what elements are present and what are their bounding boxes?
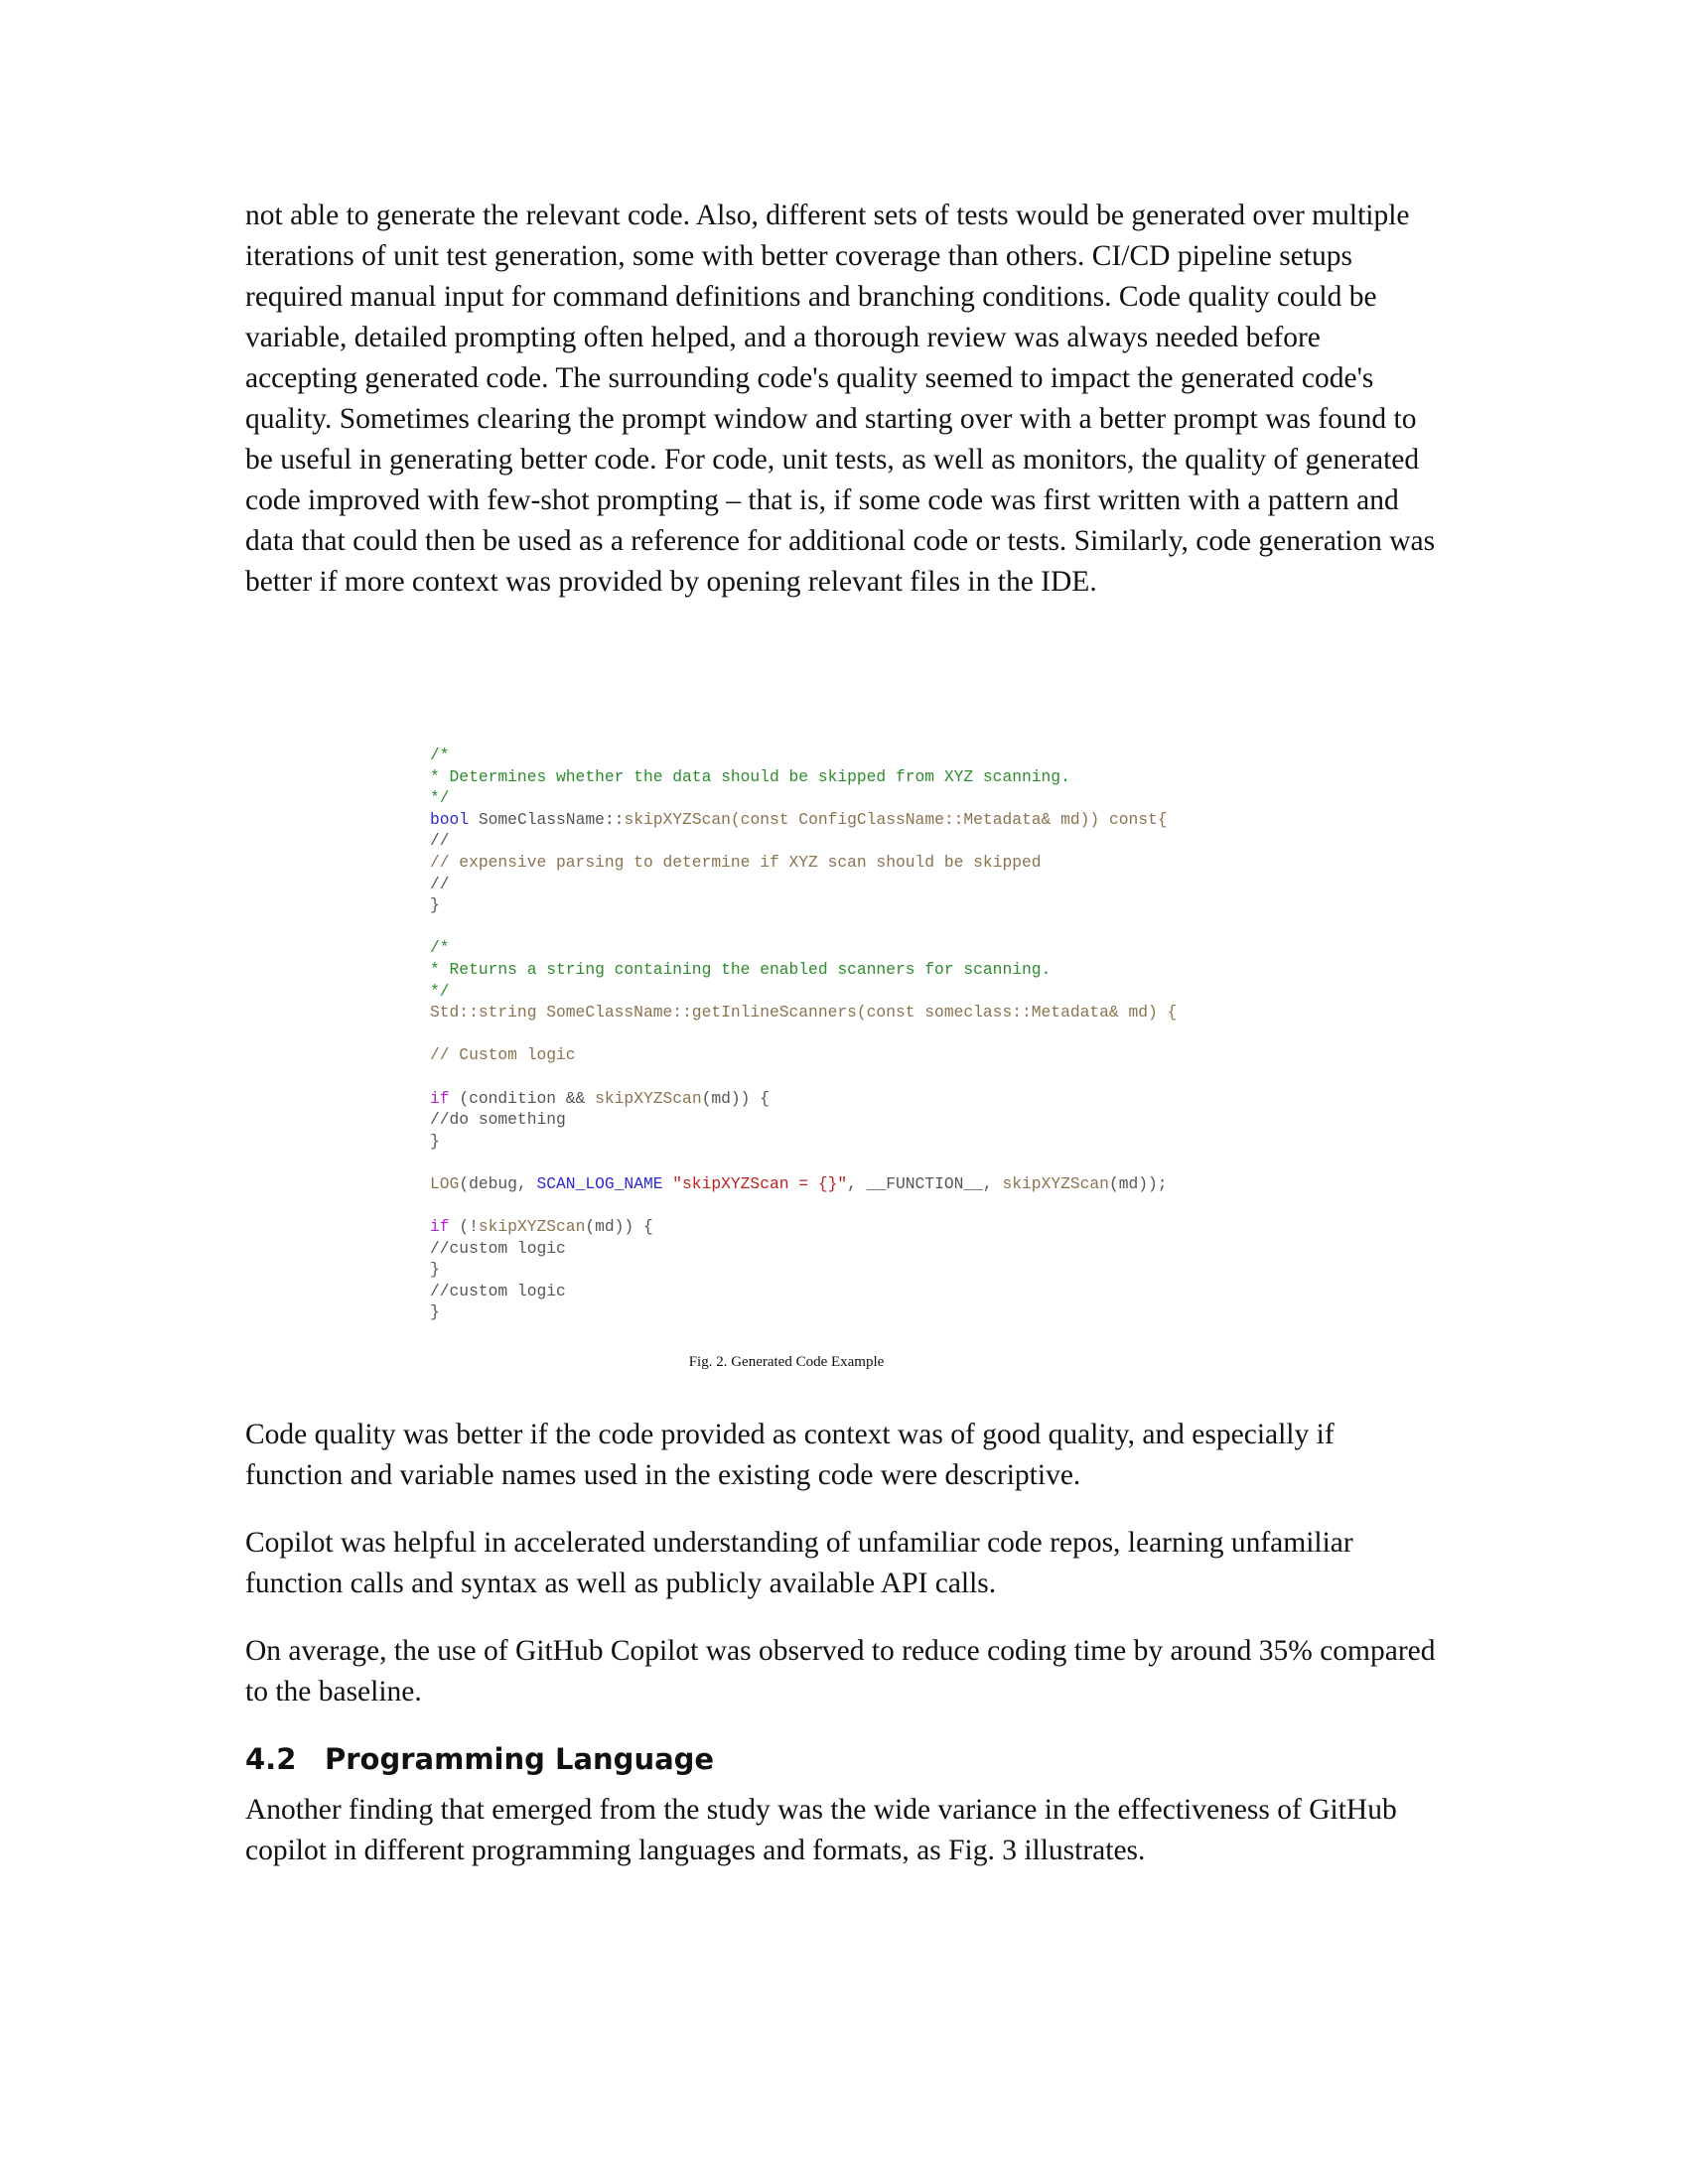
code-token: (md)) { bbox=[701, 1088, 770, 1108]
section-title: Programming Language bbox=[325, 1742, 715, 1776]
code-line bbox=[430, 852, 1177, 874]
body-paragraph: not able to generate the relevant code. Also, different sets of tests would be generated over multiple iterations of unit test generation, some with better coverage than others. CI/CD pipeline setups required manual input for command definitions and branching conditions. Code quality could be variable, detailed prompting often helped, and a thorough review was always needed before accepting generated code. The surrounding code's quality seemed to impact the generated code's quality. Sometimes clearing the prompt window and starting over with a better prompt was found to be useful in generating better code. For code, unit tests, as well as monitors, the quality of generated code improved with few-shot prompting – that is, if some code was first written with a pattern and data that could then be used as a reference for additional code or tests. Similarly, code generation was better if more context was provided by opening relevant files in the IDE. bbox=[245, 200, 1436, 598]
code-line bbox=[430, 1152, 1177, 1173]
code-token: */ bbox=[430, 981, 450, 1001]
code-token: * Returns a string containing the enabled scanners for scanning. bbox=[430, 959, 1052, 979]
code-token: SomeClassName:: bbox=[469, 809, 625, 829]
code-line bbox=[430, 1024, 1177, 1045]
code-line bbox=[430, 916, 1177, 938]
code-line bbox=[430, 766, 1177, 788]
code-line bbox=[430, 1281, 1177, 1302]
code-token: (debug, bbox=[459, 1173, 537, 1193]
code-line bbox=[430, 1259, 1177, 1281]
code-line bbox=[430, 1002, 1177, 1024]
code-token: // bbox=[430, 831, 450, 851]
code-line bbox=[430, 1301, 1177, 1323]
code-token: skipXYZScan bbox=[478, 1217, 586, 1237]
body-paragraph: Copilot was helpful in accelerated understanding of unfamiliar code repos, learning unfamiliar function calls and syntax as well as publicly available API calls. bbox=[245, 1527, 1353, 1599]
code-line bbox=[430, 937, 1177, 959]
code-token: } bbox=[430, 1131, 440, 1151]
code-token: // Custom logic bbox=[430, 1045, 576, 1065]
code-token: // bbox=[430, 874, 450, 893]
code-token: * Determines whether the data should be skipped from XYZ scanning. bbox=[430, 766, 1070, 786]
code-token: } bbox=[430, 1260, 440, 1280]
code-token: /* bbox=[430, 938, 450, 958]
code-token: Std::string SomeClassName::getInlineScanners(const someclass::Metadata& md) { bbox=[430, 1003, 1178, 1023]
code-token: //do something bbox=[430, 1110, 566, 1130]
code-line bbox=[430, 1216, 1177, 1238]
code-token: skipXYZScan bbox=[624, 809, 731, 829]
code-token: "skipXYZScan = {}" bbox=[662, 1173, 848, 1193]
code-line bbox=[430, 1194, 1177, 1216]
code-token: (md)); bbox=[1108, 1173, 1168, 1193]
section-number: 4.2 bbox=[245, 1742, 297, 1776]
code-line bbox=[430, 1088, 1177, 1110]
code-line bbox=[430, 959, 1177, 981]
code-token: if bbox=[430, 1217, 450, 1237]
code-line bbox=[430, 874, 1177, 895]
body-paragraph: Another finding that emerged from the study was the wide variance in the effectiveness of GitHub copilot in different programming languages and formats, as Fig. 3 illustrates. bbox=[245, 1794, 1397, 1866]
code-line bbox=[430, 981, 1177, 1003]
code-line bbox=[430, 745, 1177, 766]
code-line bbox=[430, 1066, 1177, 1088]
code-token: */ bbox=[430, 788, 450, 808]
code-token: if bbox=[430, 1088, 450, 1108]
code-token: SCAN_LOG_NAME bbox=[536, 1173, 663, 1193]
code-token: // expensive parsing to determine if XYZ scan should be skipped bbox=[430, 852, 1042, 872]
code-line bbox=[430, 809, 1177, 831]
code-line bbox=[430, 894, 1177, 916]
code-line bbox=[430, 1238, 1177, 1260]
code-token: (! bbox=[449, 1217, 479, 1237]
code-figure bbox=[430, 745, 1177, 1323]
code-token: //custom logic bbox=[430, 1238, 566, 1258]
code-token: bool bbox=[430, 809, 470, 829]
code-token: LOG bbox=[430, 1173, 460, 1193]
code-token: (const ConfigClassName::Metadata& md)) const{ bbox=[730, 809, 1168, 829]
body-paragraph: On average, the use of GitHub Copilot was observed to reduce coding time by around 35% compared to the baseline. bbox=[245, 1635, 1436, 1707]
code-line bbox=[430, 1173, 1177, 1195]
figure-caption: Fig. 2. Generated Code Example bbox=[688, 1354, 885, 1370]
code-line bbox=[430, 787, 1177, 809]
code-token: /* bbox=[430, 746, 450, 764]
code-line bbox=[430, 830, 1177, 852]
code-token: , __FUNCTION__, bbox=[847, 1173, 1003, 1193]
body-paragraph: Code quality was better if the code provided as context was of good quality, and especially if function and variable names used in the existing code were descriptive. bbox=[245, 1419, 1335, 1491]
code-token: } bbox=[430, 895, 440, 915]
code-token: (condition && bbox=[449, 1088, 596, 1108]
code-token: //custom logic bbox=[430, 1281, 566, 1300]
code-line bbox=[430, 1109, 1177, 1131]
code-token: } bbox=[430, 1302, 440, 1322]
code-token: (md)) { bbox=[585, 1217, 653, 1237]
code-token: skipXYZScan bbox=[1002, 1173, 1109, 1193]
code-line bbox=[430, 1044, 1177, 1066]
code-token: skipXYZScan bbox=[595, 1088, 702, 1108]
section-heading bbox=[245, 1742, 714, 1776]
code-line bbox=[430, 1131, 1177, 1153]
